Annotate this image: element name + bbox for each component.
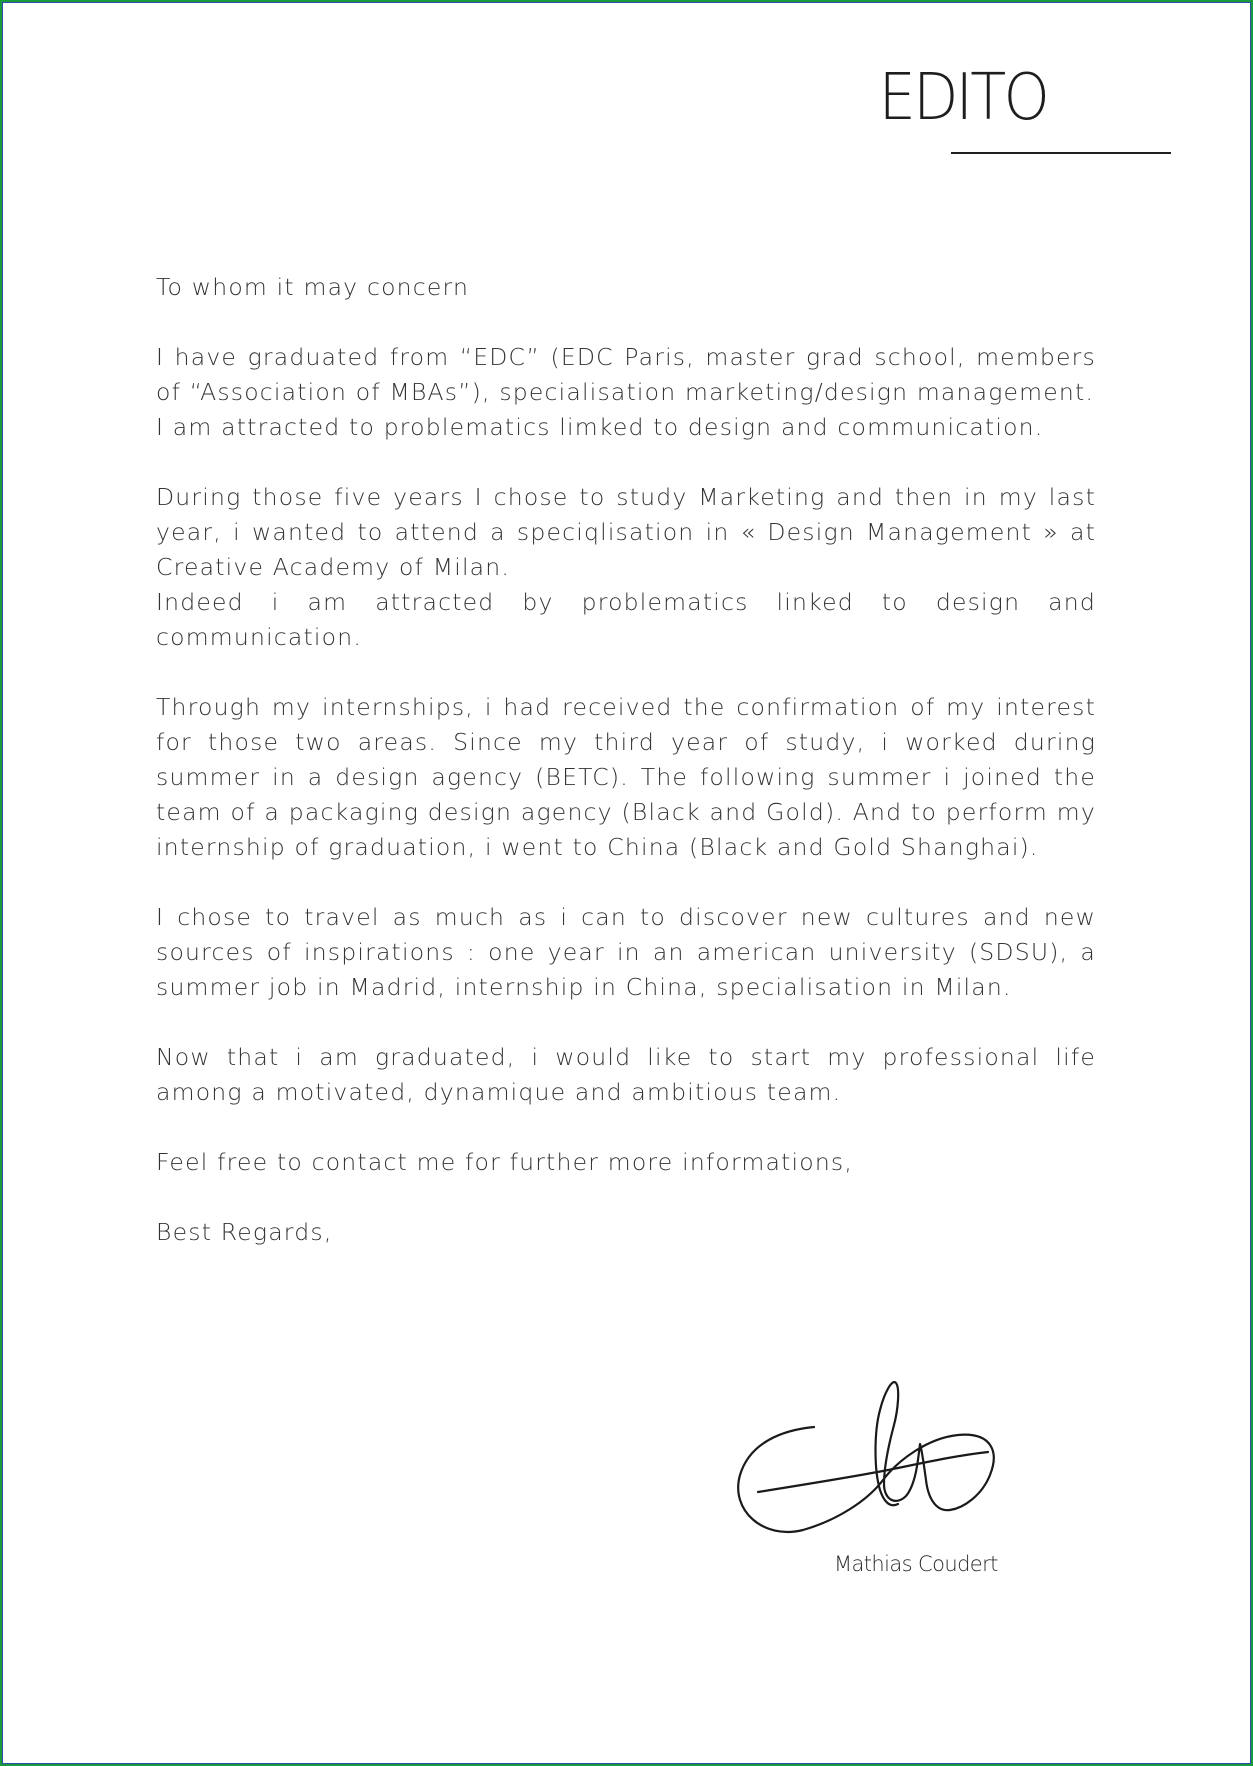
paragraph-text: I am attracted to problematics limked to design and communication.	[156, 413, 1044, 441]
paragraph-text: I have graduated from “EDC” (EDC Paris, master grad school, members of “Association of MBAs”), specialisation marketing/design management.	[156, 343, 1096, 406]
title-underline	[951, 152, 1171, 154]
signature-image	[728, 1380, 998, 1540]
signer-name: Mathias Coudert	[834, 1552, 998, 1576]
paragraph-travel: I chose to travel as much as i can to discover new cultures and new sources of inspirations : one year in an american university (SDSU), a summer job in Madrid, internship in China, specialisation in Milan.	[156, 903, 1096, 1001]
letter-body	[156, 270, 1096, 1285]
regards: Best Regards,	[156, 1218, 333, 1246]
paragraph-education	[156, 340, 1096, 445]
page-title: EDITO	[878, 61, 1047, 135]
paragraph-studies	[156, 480, 1096, 655]
salutation: To whom it may concern	[156, 273, 470, 301]
signature-stroke-line	[758, 1452, 988, 1492]
paragraph-goals: Now that i am graduated, i would like to start my professional life among a motivated, dynamique and ambitious team.	[156, 1043, 1096, 1106]
paragraph-text: During those five years I chose to study Marketing and then in my last year, i wanted to attend a speciqlisation in « Design Management » at Creative Academy of Milan.	[156, 483, 1096, 581]
paragraph-text: Indeed i am attracted by problematics linked to design and communication.	[156, 588, 1096, 651]
paragraph-internships: Through my internships, i had received the confirmation of my interest for those two areas. Since my third year of study, i worked during summer in a design agency (BETC). The following summer i joined the team of a packaging design agency (Black and Gold). And to perform my internship of graduation, i went to China (Black and Gold Shanghai).	[156, 693, 1096, 861]
closing-line: Feel free to contact me for further more informations,	[156, 1148, 854, 1176]
